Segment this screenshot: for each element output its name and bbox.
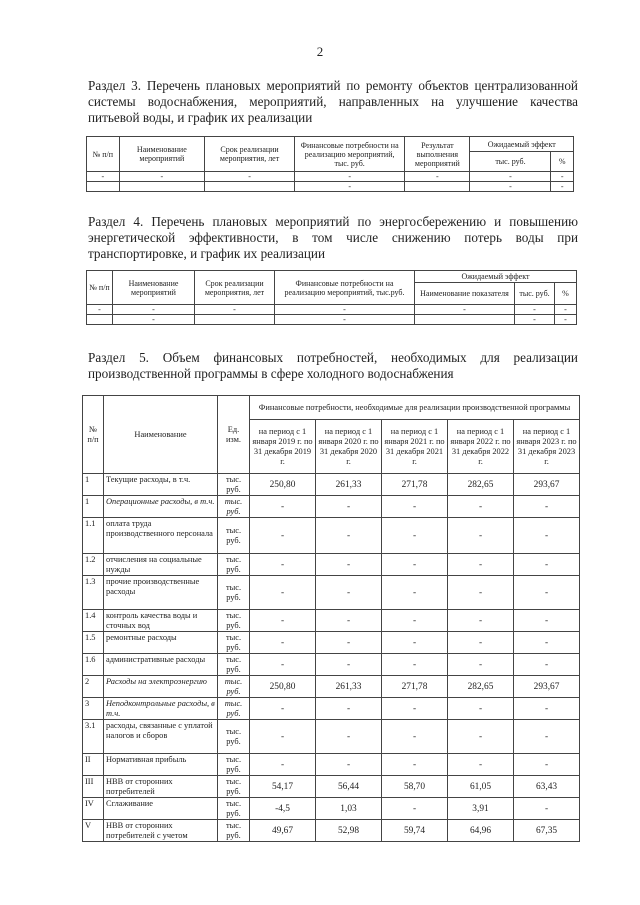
cell: - xyxy=(551,182,574,192)
value-cell: 54,17 xyxy=(250,776,316,798)
row-number: IV xyxy=(83,798,104,820)
header-period: на период с 1 января 2020 г. по 31 декабря 2020 г. xyxy=(316,420,382,474)
header-period: на период с 1 января 2022 г. по 31 декабря 2022 г. xyxy=(448,420,514,474)
table-row xyxy=(83,496,580,518)
cell: - xyxy=(275,305,415,315)
cell: - xyxy=(195,305,275,315)
row-number: 1 xyxy=(83,474,104,496)
cell: - xyxy=(555,305,577,315)
cell: - xyxy=(113,305,195,315)
cell: - xyxy=(515,305,555,315)
value-cell: - xyxy=(250,610,316,632)
value-cell: 56,44 xyxy=(316,776,382,798)
value-cell: - xyxy=(448,632,514,654)
row-name: Расходы на электроэнергию xyxy=(104,676,218,698)
value-cell: 67,35 xyxy=(514,820,580,842)
cell: - xyxy=(405,172,470,182)
value-cell: 52,98 xyxy=(316,820,382,842)
table-row xyxy=(83,610,580,632)
value-cell: -4,5 xyxy=(250,798,316,820)
header-effect: Ожидаемый эффект xyxy=(415,271,577,283)
table-row xyxy=(83,798,580,820)
cell xyxy=(87,315,113,325)
value-cell: - xyxy=(250,632,316,654)
table-row xyxy=(83,654,580,676)
value-cell: - xyxy=(514,554,580,576)
cell xyxy=(415,315,515,325)
header-num: № п/п xyxy=(87,271,113,305)
value-cell: - xyxy=(250,496,316,518)
header-indicator: Наименование показателя xyxy=(415,283,515,305)
value-cell: - xyxy=(316,496,382,518)
row-unit: тыс. руб. xyxy=(218,654,250,676)
row-unit: тыс. руб. xyxy=(218,518,250,554)
row-name: НВВ от сторонних потребителей с учетом xyxy=(104,820,218,842)
value-cell: - xyxy=(316,654,382,676)
cell xyxy=(195,315,275,325)
cell: - xyxy=(119,172,204,182)
row-unit: тыс. руб. xyxy=(218,720,250,754)
row-number: 3.1 xyxy=(83,720,104,754)
value-cell: - xyxy=(250,698,316,720)
row-number: 1.3 xyxy=(83,576,104,610)
row-name: прочие производственные расходы xyxy=(104,576,218,610)
header-term: Срок реализации мероприятия, лет xyxy=(205,137,295,172)
row-unit: тыс. руб. xyxy=(218,610,250,632)
value-cell: - xyxy=(250,720,316,754)
row-name: контроль качества воды и сточных вод xyxy=(104,610,218,632)
header-result: Результат выполнения мероприятий xyxy=(405,137,470,172)
value-cell: - xyxy=(316,632,382,654)
header-group: Финансовые потребности, необходимые для реализации производственной программы xyxy=(250,396,580,420)
cell: - xyxy=(415,305,515,315)
row-name: расходы, связанные с уплатой налогов и сборов xyxy=(104,720,218,754)
row-number: 1 xyxy=(83,496,104,518)
header-name: Наименование xyxy=(104,396,218,474)
row-number: 1.6 xyxy=(83,654,104,676)
row-unit: тыс. руб. xyxy=(218,554,250,576)
cell xyxy=(205,182,295,192)
row-name: Текущие расходы, в т.ч. xyxy=(104,474,218,496)
value-cell: 63,43 xyxy=(514,776,580,798)
value-cell: - xyxy=(316,610,382,632)
value-cell: - xyxy=(514,576,580,610)
value-cell: - xyxy=(448,610,514,632)
row-name: Нормативная прибыль xyxy=(104,754,218,776)
table-row xyxy=(83,518,580,554)
cell: - xyxy=(555,315,577,325)
value-cell: 250,80 xyxy=(250,474,316,496)
value-cell: 282,65 xyxy=(448,474,514,496)
value-cell: - xyxy=(448,754,514,776)
value-cell: - xyxy=(382,654,448,676)
table-row xyxy=(83,554,580,576)
cell: - xyxy=(87,172,120,182)
row-name: административные расходы xyxy=(104,654,218,676)
value-cell: - xyxy=(382,554,448,576)
row-unit: тыс. руб. xyxy=(218,576,250,610)
table-row xyxy=(87,315,577,325)
row-name: НВВ от сторонних потребителей xyxy=(104,776,218,798)
value-cell: 49,67 xyxy=(250,820,316,842)
row-unit: тыс. руб. xyxy=(218,676,250,698)
value-cell: 261,33 xyxy=(316,474,382,496)
row-number: 2 xyxy=(83,676,104,698)
cell: - xyxy=(515,315,555,325)
value-cell: - xyxy=(316,754,382,776)
row-number: 1.2 xyxy=(83,554,104,576)
header-period: на период с 1 января 2023 г. по 31 декабря 2023 г. xyxy=(514,420,580,474)
header-finance: Финансовые потребности на реализацию мероприятий, тыс. руб. xyxy=(295,137,405,172)
cell: - xyxy=(470,182,551,192)
cell: - xyxy=(205,172,295,182)
value-cell: - xyxy=(250,754,316,776)
value-cell: - xyxy=(514,720,580,754)
header-effect-rub: тыс. руб. xyxy=(470,152,551,172)
row-number: 1.1 xyxy=(83,518,104,554)
cell xyxy=(87,182,120,192)
page-number: 2 xyxy=(316,44,324,59)
value-cell: - xyxy=(448,654,514,676)
table-row xyxy=(83,698,580,720)
value-cell: 58,70 xyxy=(382,776,448,798)
row-unit: тыс. руб. xyxy=(218,798,250,820)
row-number: 1.4 xyxy=(83,610,104,632)
table-row xyxy=(83,776,580,798)
row-name: Сглаживание xyxy=(104,798,218,820)
cell: - xyxy=(551,172,574,182)
row-name: ремонтные расходы xyxy=(104,632,218,654)
value-cell: - xyxy=(514,610,580,632)
table-row xyxy=(87,305,577,315)
header-effect-pct: % xyxy=(551,152,574,172)
row-unit: тыс. руб. xyxy=(218,820,250,842)
table-row xyxy=(83,576,580,610)
row-number: V xyxy=(83,820,104,842)
table-row xyxy=(83,676,580,698)
header-finance: Финансовые потребности на реализацию мероприятий, тыс.руб. xyxy=(275,271,415,305)
row-name: оплата труда производственного персонала xyxy=(104,518,218,554)
value-cell: - xyxy=(382,632,448,654)
row-name: отчисления на социальные нужды xyxy=(104,554,218,576)
row-number: 1.5 xyxy=(83,632,104,654)
table-row xyxy=(83,720,580,754)
value-cell: - xyxy=(382,610,448,632)
value-cell: 64,96 xyxy=(448,820,514,842)
section3-table xyxy=(86,136,574,192)
value-cell: - xyxy=(448,518,514,554)
value-cell: 3,91 xyxy=(448,798,514,820)
row-number: 3 xyxy=(83,698,104,720)
cell: - xyxy=(113,315,195,325)
cell: - xyxy=(295,182,405,192)
header-num: № п/п xyxy=(83,396,104,474)
row-number: II xyxy=(83,754,104,776)
row-name: Операционные расходы, в т.ч. xyxy=(104,496,218,518)
table-row xyxy=(87,172,574,182)
row-unit: тыс. руб. xyxy=(218,632,250,654)
cell: - xyxy=(295,172,405,182)
value-cell: - xyxy=(250,654,316,676)
section3-title: Раздел 3. Перечень плановых мероприятий по ремонту объектов централизованной системы водоснабжения, мероприятий, направленных на улучшение качества питьевой воды, и график их реализации xyxy=(88,78,578,125)
value-cell: 271,78 xyxy=(382,474,448,496)
header-effect-pct: % xyxy=(555,283,577,305)
table-row xyxy=(83,474,580,496)
value-cell: - xyxy=(514,632,580,654)
row-number: III xyxy=(83,776,104,798)
value-cell: - xyxy=(448,576,514,610)
value-cell: 271,78 xyxy=(382,676,448,698)
value-cell: - xyxy=(382,518,448,554)
value-cell: - xyxy=(448,698,514,720)
value-cell: 250,80 xyxy=(250,676,316,698)
table-row xyxy=(83,754,580,776)
header-name: Наименование мероприятий xyxy=(113,271,195,305)
value-cell: - xyxy=(250,576,316,610)
header-unit: Ед. изм. xyxy=(218,396,250,474)
value-cell: - xyxy=(382,754,448,776)
row-name: Неподконтрольные расходы, в т.ч. xyxy=(104,698,218,720)
value-cell: - xyxy=(382,496,448,518)
value-cell: - xyxy=(316,576,382,610)
value-cell: 293,67 xyxy=(514,676,580,698)
value-cell: - xyxy=(250,554,316,576)
row-unit: тыс. руб. xyxy=(218,776,250,798)
header-num: № п/п xyxy=(87,137,120,172)
value-cell: - xyxy=(514,798,580,820)
section4-title: Раздел 4. Перечень плановых мероприятий по энергосбережению и повышению энергетической эффективности, в том числе снижению потерь воды при транспортировке, и график их реализации xyxy=(88,214,578,261)
value-cell: - xyxy=(316,518,382,554)
cell: - xyxy=(275,315,415,325)
value-cell: 261,33 xyxy=(316,676,382,698)
cell: - xyxy=(87,305,113,315)
row-unit: тыс. руб. xyxy=(218,698,250,720)
section5-table xyxy=(82,395,580,842)
cell xyxy=(119,182,204,192)
value-cell: - xyxy=(382,720,448,754)
value-cell: - xyxy=(448,720,514,754)
value-cell: - xyxy=(382,698,448,720)
table-row xyxy=(87,182,574,192)
value-cell: - xyxy=(316,698,382,720)
value-cell: 1,03 xyxy=(316,798,382,820)
value-cell: - xyxy=(514,496,580,518)
value-cell: 59,74 xyxy=(382,820,448,842)
header-period: на период с 1 января 2021 г. по 31 декабря 2021 г. xyxy=(382,420,448,474)
value-cell: - xyxy=(382,798,448,820)
row-unit: тыс. руб. xyxy=(218,496,250,518)
value-cell: 293,67 xyxy=(514,474,580,496)
value-cell: - xyxy=(514,518,580,554)
value-cell: - xyxy=(514,698,580,720)
value-cell: - xyxy=(382,576,448,610)
value-cell: - xyxy=(316,720,382,754)
row-unit: тыс. руб. xyxy=(218,754,250,776)
value-cell: - xyxy=(514,754,580,776)
header-term: Срок реализации мероприятия, лет xyxy=(195,271,275,305)
header-effect-rub: тыс. руб. xyxy=(515,283,555,305)
value-cell: - xyxy=(316,554,382,576)
value-cell: 61,05 xyxy=(448,776,514,798)
table-row xyxy=(83,820,580,842)
row-unit: тыс. руб. xyxy=(218,474,250,496)
table-row xyxy=(83,632,580,654)
cell: - xyxy=(470,172,551,182)
value-cell: - xyxy=(448,496,514,518)
value-cell: - xyxy=(448,554,514,576)
header-period: на период с 1 января 2019 г. по 31 декабря 2019 г. xyxy=(250,420,316,474)
section5-title: Раздел 5. Объем финансовых потребностей, необходимых для реализации производственной программы в сфере холодного водоснабжения xyxy=(88,350,578,381)
cell xyxy=(405,182,470,192)
header-name: Наименование мероприятий xyxy=(119,137,204,172)
value-cell: 282,65 xyxy=(448,676,514,698)
value-cell: - xyxy=(514,654,580,676)
header-effect: Ожидаемый эффект xyxy=(470,137,574,152)
value-cell: - xyxy=(250,518,316,554)
section4-table xyxy=(86,270,577,325)
